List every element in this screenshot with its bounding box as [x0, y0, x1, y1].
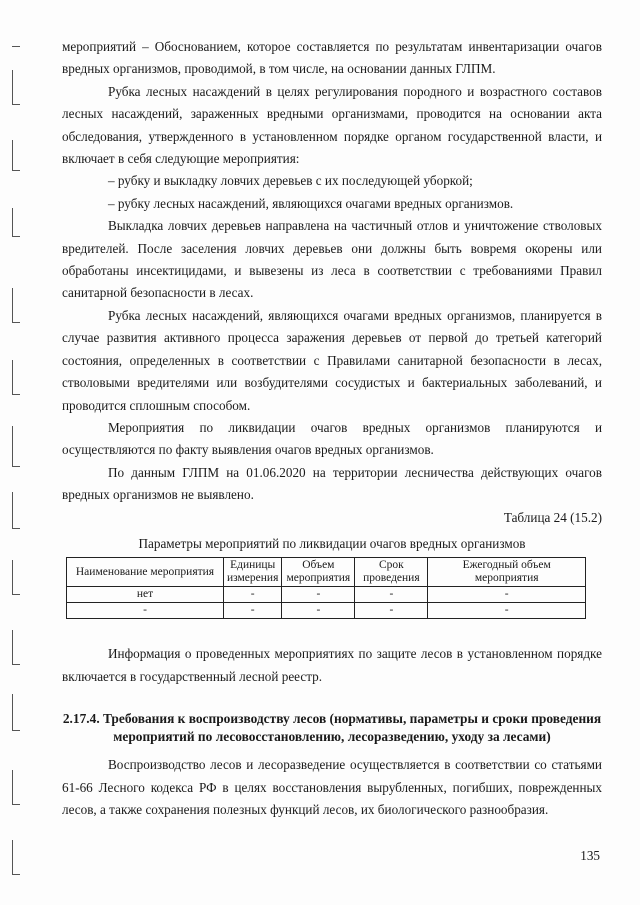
table-number: Таблица 24 (15.2)	[503, 509, 602, 525]
table-cell: -	[282, 587, 355, 603]
table-cell: -	[224, 587, 282, 603]
paragraph: Мероприятия по ликвидации очагов вредных организмов планируются и осуществляются по факту выявления очагов вредных организмов.	[62, 419, 602, 458]
table-cell: нет	[67, 587, 224, 603]
paragraph: Информация о проведенных мероприятиях по защите лесов в установленном порядке включается в государственный лесной реестр.	[62, 646, 602, 684]
column-header: Ежегодный объем мероприятия	[428, 558, 586, 587]
table-cell: -	[282, 603, 355, 619]
binding-margin-marks	[8, 30, 28, 890]
column-header: Срок проведения	[355, 558, 428, 587]
paragraph: Выкладка ловчих деревьев направлена на частичный отлов и уничтожение стволовых вредителей. После заселения ловчих деревьев они должны быть вовремя окорены или обработаны инсектицидами, и вывезены из леса в соответствии с требованиями Правил санитарной безопасности в лесах.	[62, 218, 602, 301]
table-cell: -	[355, 587, 428, 603]
table-cell: -	[355, 603, 428, 619]
document-body	[62, 36, 602, 821]
page-number: 135	[580, 848, 600, 863]
paragraph: Рубка лесных насаждений, являющихся очагами вредных организмов, планируется в случае развития активного процесса заражения деревьев от первой до третьей категорий состояния, определенных в соответствии с Правилами санитарной безопасности в лесах, стволовыми вредителями или возбудителями сосудистых и бактериальных заболеваний, и проводится сплошным способом.	[62, 307, 602, 413]
table-cell: -	[428, 603, 586, 619]
column-header: Объем мероприятия	[282, 558, 355, 587]
table-row	[67, 587, 586, 603]
paragraph: Рубка лесных насаждений в целях регулирования породного и возрастного составов лесных насаждений, зараженных вредными организмами, проводится на основании акта обследования, утвержденного в установленном порядке органом государственной власти, и включает в себя следующие мероприятия:	[62, 83, 602, 167]
column-header: Единицы измерения	[224, 558, 282, 587]
table-header-row	[67, 558, 586, 587]
section-heading: 2.17.4. Требования к воспроизводству лесов (нормативы, параметры и сроки проведения мероприятий по лесовосстановлению, лесоразведению, уходу за лесами)	[62, 711, 602, 745]
table-cell: -	[428, 587, 586, 603]
table-cell: -	[67, 603, 224, 619]
paragraph: По данным ГЛПМ на 01.06.2020 на территории лесничества действующих очагов вредных организмов не выявлено.	[62, 464, 602, 503]
list-item: – рубку лесных насаждений, являющихся очагами вредных организмов.	[108, 195, 514, 211]
paragraph: мероприятий – Обоснованием, которое составляется по результатам инвентаризации очагов вредных организмов, проводимой, в том числе, на основании данных ГЛПМ.	[62, 39, 602, 77]
table-row	[67, 603, 586, 619]
table-title: Параметры мероприятий по ликвидации очагов вредных организмов	[138, 535, 526, 551]
column-header: Наименование мероприятия	[67, 558, 224, 587]
measures-table	[66, 557, 586, 619]
paragraph: Воспроизводство лесов и лесоразведение осуществляется в соответствии со статьями 61-66 Лесного кодекса РФ в целях восстановления вырубленных, погибших, поврежденных лесов, а также сохранения полезных функций лесов, их биологического разнообразия.	[62, 757, 602, 817]
table-cell: -	[224, 603, 282, 619]
list-item: – рубку и выкладку ловчих деревьев с их последующей уборкой;	[108, 173, 473, 189]
